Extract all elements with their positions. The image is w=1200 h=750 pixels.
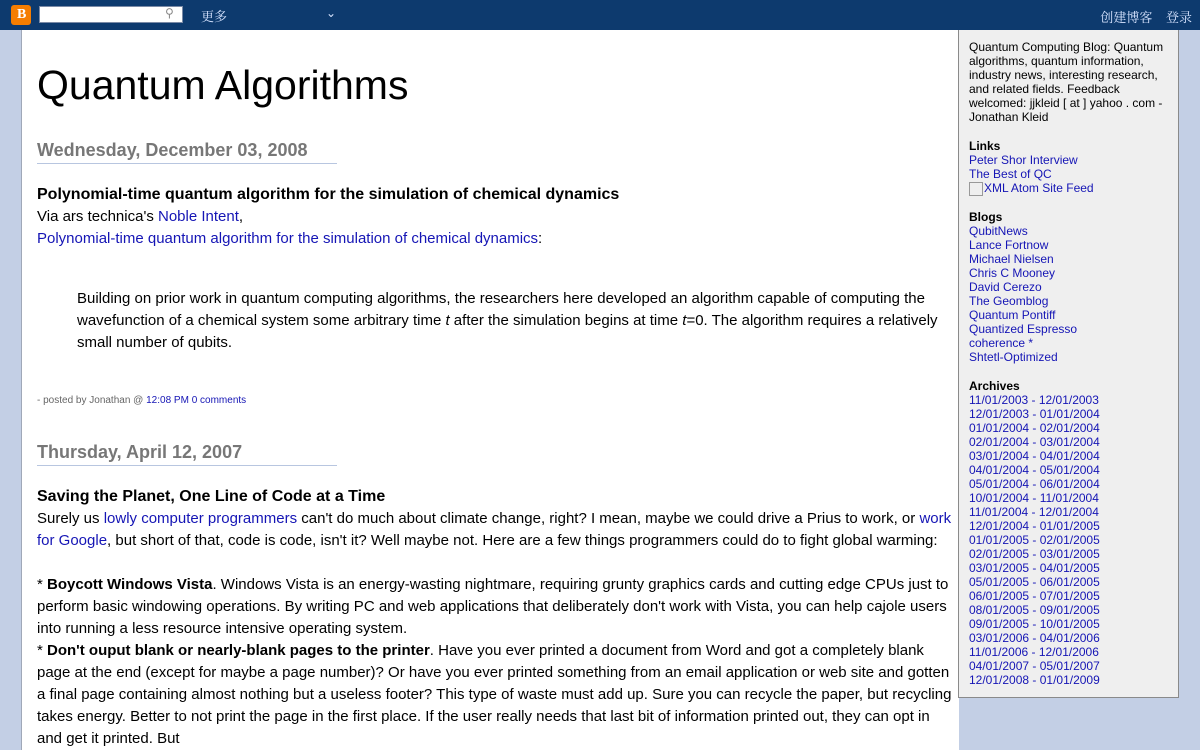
post-permalink[interactable]: 12:08 PM xyxy=(146,395,189,406)
archive-link[interactable]: 04/01/2007 - 05/01/2007 xyxy=(969,659,1100,673)
sidebar xyxy=(958,30,1179,698)
post-title: Saving the Planet, One Line of Code at a Time xyxy=(37,488,386,505)
post-body xyxy=(37,206,952,250)
archive-link[interactable]: 09/01/2005 - 10/01/2005 xyxy=(969,617,1100,631)
blog-link[interactable]: David Cerezo xyxy=(969,280,1042,294)
chevron-down-icon[interactable]: ⌄ xyxy=(326,6,337,20)
links-list xyxy=(969,153,1168,195)
archive-link[interactable]: 06/01/2005 - 07/01/2005 xyxy=(969,589,1100,603)
archive-link[interactable]: 11/01/2006 - 12/01/2006 xyxy=(969,645,1099,659)
quote-text: =0. The algorithm requires a relatively small number of qubits. xyxy=(77,312,938,351)
archive-link[interactable]: 12/01/2008 - 01/01/2009 xyxy=(969,673,1100,687)
archive-link[interactable]: 11/01/2003 - 12/01/2003 xyxy=(969,393,1099,407)
post-text: , xyxy=(238,208,244,225)
atom-feed-link[interactable]: XML Atom Site Feed xyxy=(984,181,1094,195)
bullet-marker: * xyxy=(37,642,48,659)
archive-link[interactable]: 03/01/2004 - 04/01/2004 xyxy=(969,449,1100,463)
blog-link[interactable]: Shtetl-Optimized xyxy=(969,350,1058,364)
blogs-heading: Blogs xyxy=(969,210,1003,224)
archive-link[interactable]: 03/01/2005 - 04/01/2005 xyxy=(969,561,1100,575)
post-link-programmers[interactable]: lowly computer programmers xyxy=(103,510,298,527)
bullet-text: . Have you ever printed a document from Word and got a completely blank page at the end (except for maybe a page number)? Or have you ever printed something from an email application or web site and gotten a final page containing almost nothing but a useless footer? This type of waste must add up. Sure you can recycle the paper, but recycling takes energy. Better to not print the page in the first place. If the user really needs that last bit of information printed out, they can opt in and get it printed. But xyxy=(37,642,952,747)
search-icon[interactable]: ⚲ xyxy=(165,6,174,20)
page-margin xyxy=(1179,30,1200,740)
blog-link[interactable]: Chris C Mooney xyxy=(969,266,1056,280)
blog-link[interactable]: The Geomblog xyxy=(969,294,1049,308)
archive-link[interactable]: 01/01/2004 - 02/01/2004 xyxy=(969,421,1100,435)
blog-link[interactable]: Quantized Espresso xyxy=(969,322,1078,336)
archive-link[interactable]: 05/01/2005 - 06/01/2005 xyxy=(969,575,1100,589)
blogs-list xyxy=(969,224,1168,364)
bullet-marker: * xyxy=(37,576,48,593)
blogger-navbar xyxy=(0,0,1200,30)
sign-in-link[interactable]: 登录 xyxy=(1165,10,1192,25)
post-comments-link[interactable]: 0 comments xyxy=(191,395,247,406)
post-link-google[interactable]: work for Google xyxy=(37,510,952,549)
post-link-noble-intent[interactable]: Noble Intent xyxy=(157,208,239,225)
more-menu-button[interactable]: 更多 xyxy=(201,9,228,24)
post-link-article[interactable]: Polynomial-time quantum algorithm for the simulation of chemical dynamics xyxy=(37,230,539,247)
post-date-header: Thursday, April 12, 2007 xyxy=(37,442,337,466)
blog-link[interactable]: coherence * xyxy=(969,336,1034,350)
post-text: can't do much about climate change, right? I mean, maybe we could drive a Prius to work, or xyxy=(297,510,920,527)
post-text: Surely us xyxy=(37,510,104,527)
feed-image-icon xyxy=(969,182,983,196)
blog-link[interactable]: Quantum Pontiff xyxy=(969,308,1056,322)
archive-link[interactable]: 12/01/2003 - 01/01/2004 xyxy=(969,407,1100,421)
archive-link[interactable]: 02/01/2005 - 03/01/2005 xyxy=(969,547,1100,561)
archive-link[interactable]: 11/01/2004 - 12/01/2004 xyxy=(969,505,1099,519)
post-author: - posted by Jonathan @ xyxy=(37,395,147,406)
post-body xyxy=(37,508,952,750)
links-heading: Links xyxy=(969,139,1001,153)
sidebar-link[interactable]: Peter Shor Interview xyxy=(969,153,1078,167)
post-footer xyxy=(37,395,246,406)
archive-link[interactable]: 04/01/2004 - 05/01/2004 xyxy=(969,463,1100,477)
archive-link[interactable]: 12/01/2004 - 01/01/2005 xyxy=(969,519,1100,533)
navbar-right-links xyxy=(1090,7,1192,26)
post-text: : xyxy=(538,230,543,247)
post-text: Via ars technica's xyxy=(37,208,158,225)
quote-text: Building on prior work in quantum computing algorithms, the researchers here developed an algorithm capable of computing the wavefunction of a chemical system some arbitrary time xyxy=(77,290,925,329)
blog-link[interactable]: Michael Nielsen xyxy=(969,252,1054,266)
archives-heading: Archives xyxy=(969,379,1020,393)
bullet-heading: Don't ouput blank or nearly-blank pages to the printer xyxy=(47,642,430,659)
blog-link[interactable]: QubitNews xyxy=(969,224,1028,238)
sidebar-link[interactable]: The Best of QC xyxy=(969,167,1052,181)
post-title: Polynomial-time quantum algorithm for the simulation of chemical dynamics xyxy=(37,186,620,203)
blog-link[interactable]: Lance Fortnow xyxy=(969,238,1049,252)
main-content xyxy=(21,30,959,750)
quote-italic: t xyxy=(445,312,450,329)
archive-link[interactable]: 02/01/2004 - 03/01/2004 xyxy=(969,435,1100,449)
archive-link[interactable]: 08/01/2005 - 09/01/2005 xyxy=(969,603,1100,617)
bullet-heading: Boycott Windows Vista xyxy=(47,576,213,593)
archive-link[interactable]: 05/01/2004 - 06/01/2004 xyxy=(969,477,1100,491)
post-text: , but short of that, code is code, isn't it? Well maybe not. Here are a few things programmers could do to fight global warming: xyxy=(107,532,938,549)
blog-title[interactable]: Quantum Algorithms xyxy=(37,62,409,108)
blogger-logo-icon[interactable]: B xyxy=(11,5,31,25)
archives-list xyxy=(969,393,1168,687)
search-input[interactable] xyxy=(39,6,183,23)
archive-link[interactable]: 01/01/2005 - 02/01/2005 xyxy=(969,533,1100,547)
archive-link[interactable]: 10/01/2004 - 11/01/2004 xyxy=(969,491,1099,505)
archive-link[interactable]: 03/01/2006 - 04/01/2006 xyxy=(969,631,1100,645)
quote-text: after the simulation begins at time xyxy=(449,312,683,329)
post-date-header: Wednesday, December 03, 2008 xyxy=(37,140,337,164)
post-blockquote xyxy=(77,288,947,354)
blog-description: Quantum Computing Blog: Quantum algorithms, quantum information, industry news, interesting research, and related fields. Feedback welcomed: jjkleid [ at ] yahoo . com - Jonathan Kleid xyxy=(969,40,1164,124)
quote-italic: t xyxy=(682,312,687,329)
create-blog-link[interactable]: 创建博客 xyxy=(1100,10,1153,25)
bullet-text: . Windows Vista is an energy-wasting nightmare, requiring grunty graphics cards and cutting edge CPUs just to perform basic windowing operations. By writing PC and web applications that deliberately don't work with Vista, you can help cajole users into running a less resource intensive operating system. xyxy=(37,576,949,637)
